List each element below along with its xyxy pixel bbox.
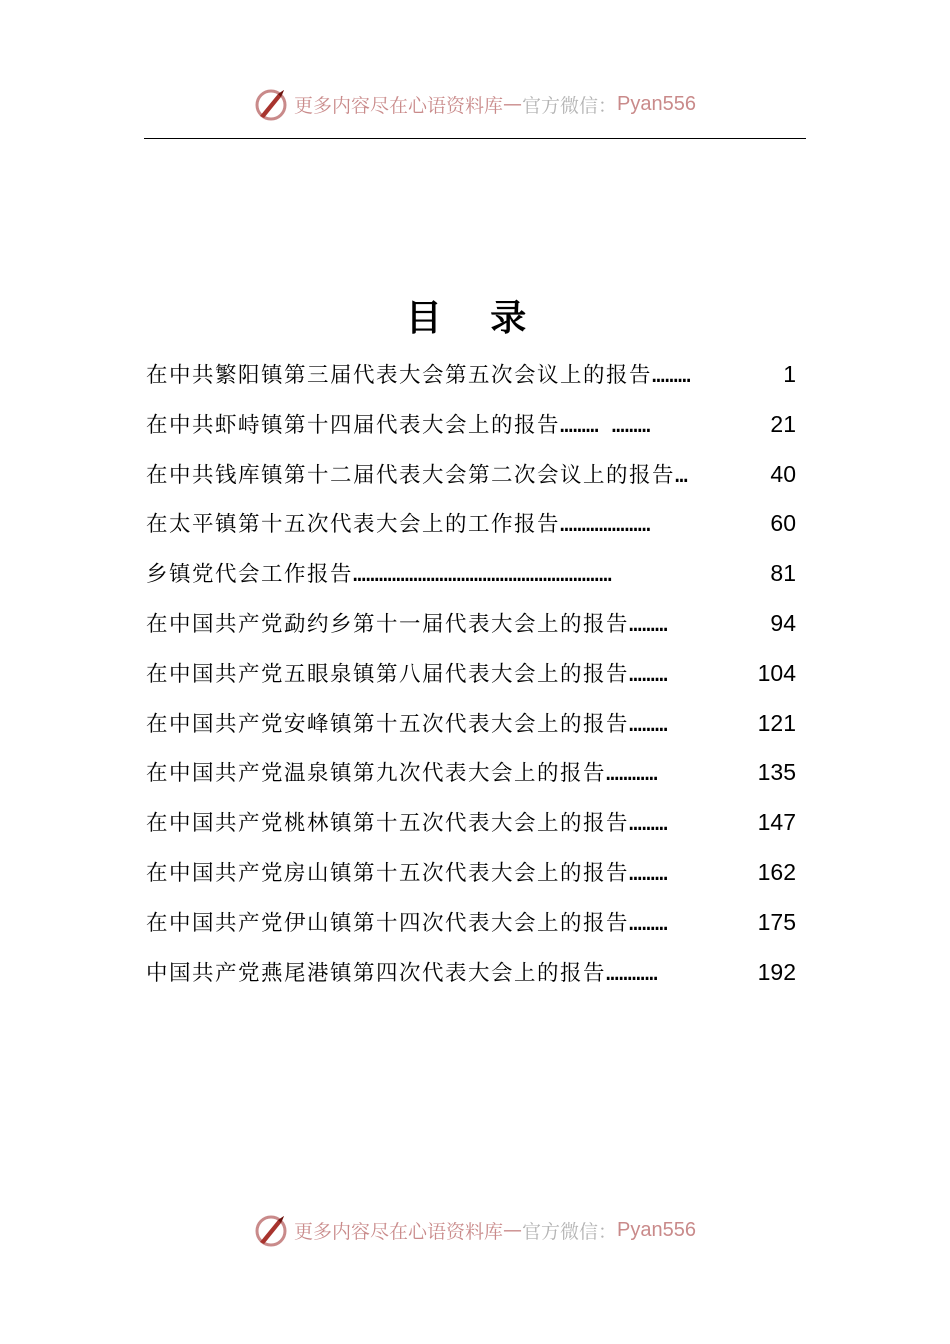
- banner-dash: —: [503, 93, 523, 115]
- toc-entry-page-number: 175: [757, 908, 796, 935]
- toc-entry-title: 在中国共产党房山镇第十五次代表大会上的报告: [146, 860, 630, 886]
- toc-entry-title: 在中国共产党伊山镇第十四次代表大会上的报告: [146, 910, 630, 936]
- header-rule: [144, 138, 806, 139]
- toc-entry-leader: ………: [652, 363, 691, 388]
- toc-entry[interactable]: [146, 350, 796, 400]
- toc-entry-page-number: 21: [770, 410, 796, 437]
- toc-entry[interactable]: [146, 549, 796, 599]
- toc-entry-title: 在太平镇第十五次代表大会上的工作报告: [146, 512, 561, 538]
- toc-entry-page-number: 94: [770, 609, 796, 636]
- toc-entry-leader: ………: [629, 811, 668, 837]
- toc-entry-page-number: 104: [757, 659, 796, 686]
- toc-entry-leader: ………: [629, 611, 668, 637]
- toc-entry-leader: ………: [629, 711, 668, 737]
- toc-entry[interactable]: [146, 848, 796, 898]
- toc-entry-page-number: 135: [757, 759, 796, 786]
- banner-dash: —: [503, 1219, 523, 1241]
- header-banner: [0, 84, 950, 124]
- toc-entry[interactable]: [146, 649, 796, 699]
- toc-entry-title: 在中共钱库镇第十二届代表大会第二次会议上的报告: [146, 462, 676, 488]
- toc-entry-title: 乡镇党代会工作报告: [146, 562, 354, 588]
- banner-main-text: 更多内容尽在心语资料库: [294, 1220, 504, 1243]
- toc-entry-title: 在中国共产党五眼泉镇第八届代表大会上的报告: [146, 661, 630, 687]
- toc-entry-page-number: 81: [770, 560, 796, 587]
- banner-wechat-label: 官方微信：: [522, 1220, 618, 1243]
- toc-entry[interactable]: [146, 450, 796, 500]
- toc-entry-leader: ………: [629, 860, 668, 886]
- pen-logo-icon: [254, 86, 290, 122]
- toc-entry-page-number: 121: [757, 709, 796, 736]
- toc-entry-title: 在中国共产党温泉镇第九次代表大会上的报告: [146, 761, 607, 787]
- toc-entry[interactable]: [146, 948, 796, 998]
- toc-entry-title: 在中国共产党安峰镇第十五次代表大会上的报告: [146, 711, 630, 737]
- toc-entry-leader: …………………: [560, 512, 651, 538]
- toc-entry-title: 在中国共产党桃林镇第十五次代表大会上的报告: [146, 811, 630, 837]
- toc-entry-leader: ………: [629, 910, 668, 936]
- toc-entry-page-number: 40: [770, 460, 796, 487]
- toc-entry[interactable]: [146, 499, 796, 549]
- toc-entry-leader: ………: [629, 661, 668, 687]
- toc-entry-leader: …: [675, 462, 688, 488]
- toc-entry-page-number: 60: [770, 510, 796, 537]
- toc-entry-title: 在中共繁阳镇第三届代表大会第五次会议上的报告: [146, 363, 653, 388]
- banner-wechat-id: Pyan556: [617, 92, 696, 115]
- toc-entry-leader: ……… ………: [560, 412, 651, 438]
- toc-entry[interactable]: [146, 699, 796, 749]
- banner-main-text: 更多内容尽在心语资料库: [294, 94, 504, 117]
- toc-entry-page-number: 1: [783, 361, 796, 387]
- page-title: 目 录: [405, 297, 545, 339]
- toc-entry-title: 在中国共产党勐约乡第十一届代表大会上的报告: [146, 611, 630, 637]
- toc-entry[interactable]: [146, 599, 796, 649]
- toc-entry-leader: ……………………………………………………: [353, 562, 612, 588]
- toc-entry-leader: …………: [606, 960, 658, 986]
- toc-entry[interactable]: [146, 898, 796, 948]
- footer-banner: [0, 1210, 950, 1250]
- banner-wechat-label: 官方微信：: [522, 94, 618, 117]
- toc-entry-page-number: 162: [757, 858, 796, 885]
- pen-logo-icon: [254, 1212, 290, 1248]
- toc-entry[interactable]: [146, 748, 796, 798]
- toc-entry[interactable]: [146, 400, 796, 450]
- toc-entry-page-number: 192: [757, 958, 796, 985]
- toc-entry-leader: …………: [606, 761, 658, 787]
- toc-entry-page-number: 147: [757, 809, 796, 836]
- toc-entry-title: 中国共产党燕尾港镇第四次代表大会上的报告: [146, 960, 607, 986]
- banner-wechat-id: Pyan556: [617, 1218, 696, 1241]
- table-of-contents: [146, 350, 796, 997]
- toc-entry[interactable]: [146, 798, 796, 848]
- toc-entry-title: 在中共虾峙镇第十四届代表大会上的报告: [146, 412, 561, 438]
